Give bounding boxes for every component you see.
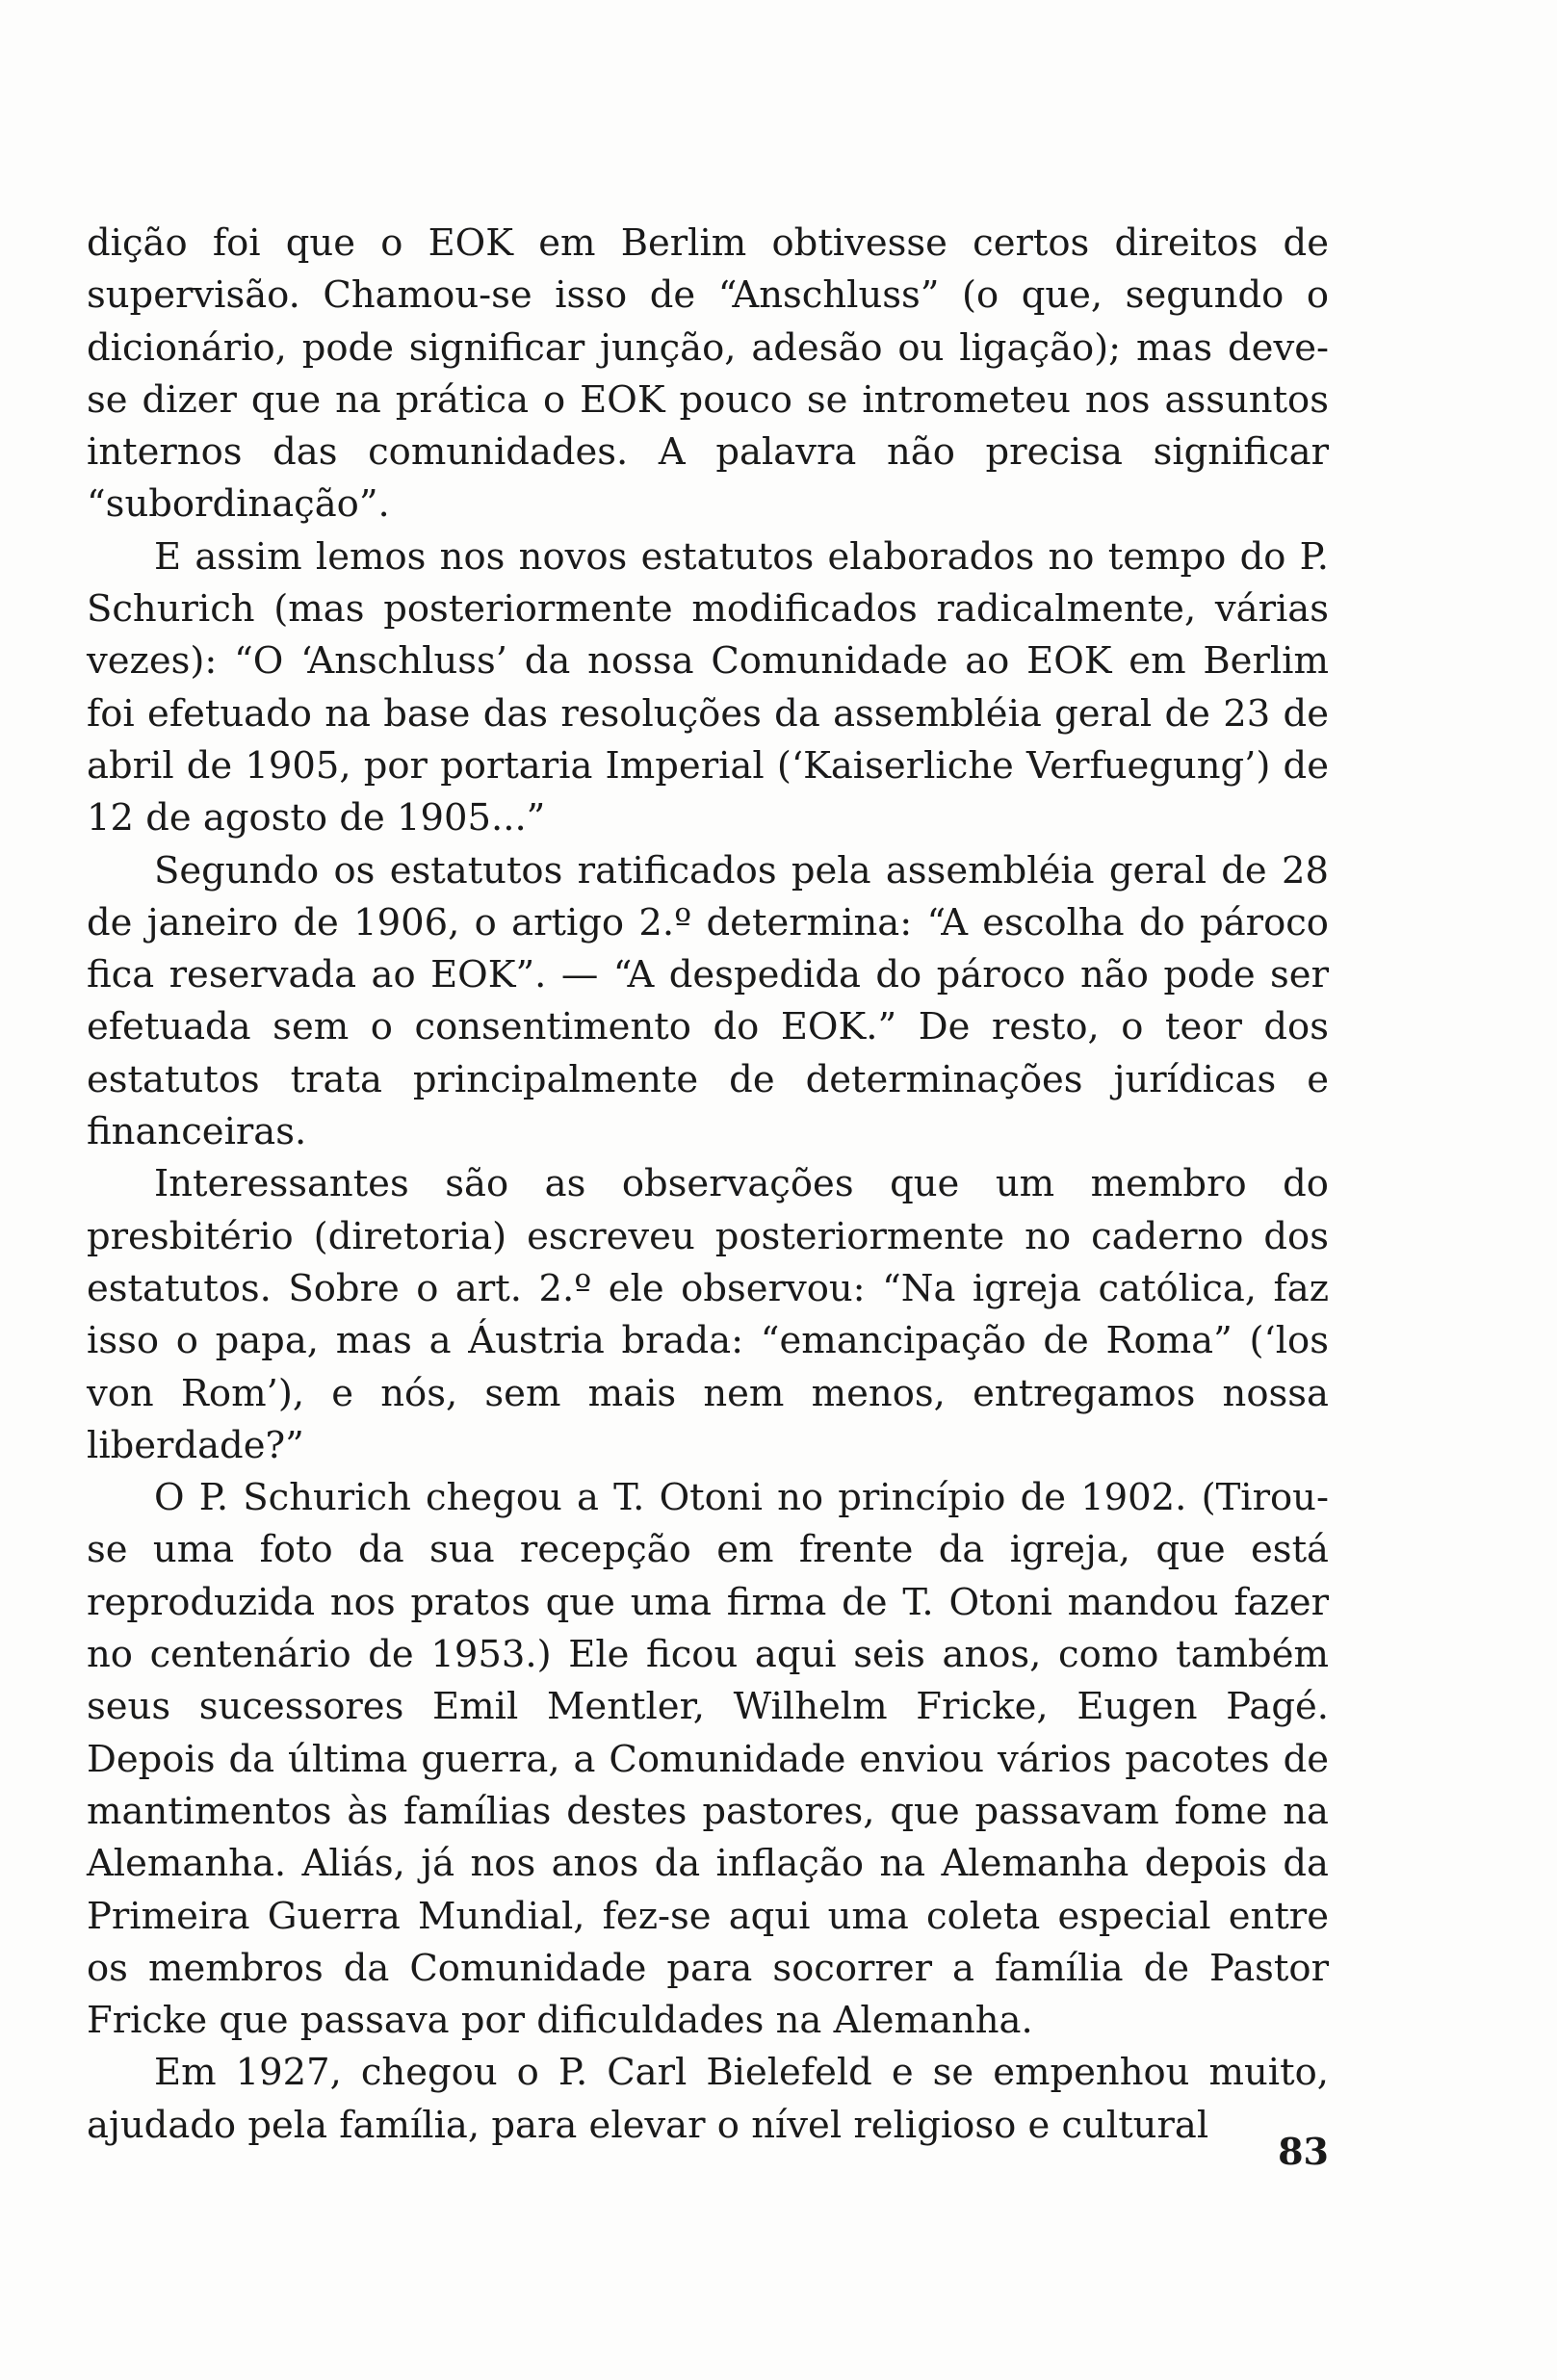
paragraph-1: dição foi que o EOK em Berlim obtivesse certos direitos de supervisão. Chamou-se isso de “Anschluss” (o que, segundo o dicionário, pode significar junção, adesão ou ligação); mas deve-se dizer que na prática o EOK pouco se intrometeu nos assuntos internos das comunidades. A palavra não precisa significar “subordinação”. bbox=[87, 221, 1329, 527]
page-number: 83 bbox=[1278, 2130, 1329, 2173]
paragraph-5: O P. Schurich chegou a T. Otoni no princípio de 1902. (Tirou-se uma foto da sua recepção em frente da igreja, que está reproduzida nos pratos que uma firma de T. Otoni mandou fazer no centenário de 1953.) Ele ficou aqui seis anos, como também seus sucessores Emil Mentler, Wilhelm Fricke, Eugen Pagé. Depois da última guerra, a Comunidade enviou vários pacotes de mantimentos às famílias destes pastores, que passavam fome na Alemanha. Aliás, já nos anos da inflação na Alemanha depois da Primeira Guerra Mundial, fez-se aqui uma coleta especial entre os membros da Comunidade para socorrer a família de Pastor Fricke que passava por dificuldades na Alemanha. bbox=[87, 1476, 1329, 2043]
body-text bbox=[87, 218, 1329, 2152]
paragraph-6: Em 1927, chegou o P. Carl Bielefeld e se empenhou muito, ajudado pela família, para elevar o nível religioso e cultural bbox=[87, 2051, 1329, 2147]
paragraph-2: E assim lemos nos novos estatutos elaborados no tempo do P. Schurich (mas posteriormente modificados radicalmente, várias vezes): “O ‘Anschluss’ da nossa Comunidade ao EOK em Berlim foi efetuado na base das resoluções da assembléia geral de 23 de abril de 1905, por portaria Imperial (‘Kaiserliche Verfuegung’) de 12 de agosto de 1905...” bbox=[87, 534, 1329, 841]
paragraph-3: Segundo os estatutos ratificados pela assembléia geral de 28 de janeiro de 1906, o artigo 2.º determina: “A escolha do pároco fica reservada ao EOK”. — “A despedida do pároco não pode ser efetuada sem o consentimento do EOK.” De resto, o teor dos estatutos trata principalmente de determinações jurídicas e financeiras. bbox=[87, 848, 1329, 1154]
paragraph-4: Interessantes são as observações que um membro do presbitério (diretoria) escreveu posteriormente no caderno dos estatutos. Sobre o art. 2.º ele observou: “Na igreja católica, faz isso o papa, mas a Áustria brada: “emancipação de Roma” (‘los von Rom’), e nós, sem mais nem menos, entregamos nossa liberdade?” bbox=[87, 1162, 1329, 1467]
